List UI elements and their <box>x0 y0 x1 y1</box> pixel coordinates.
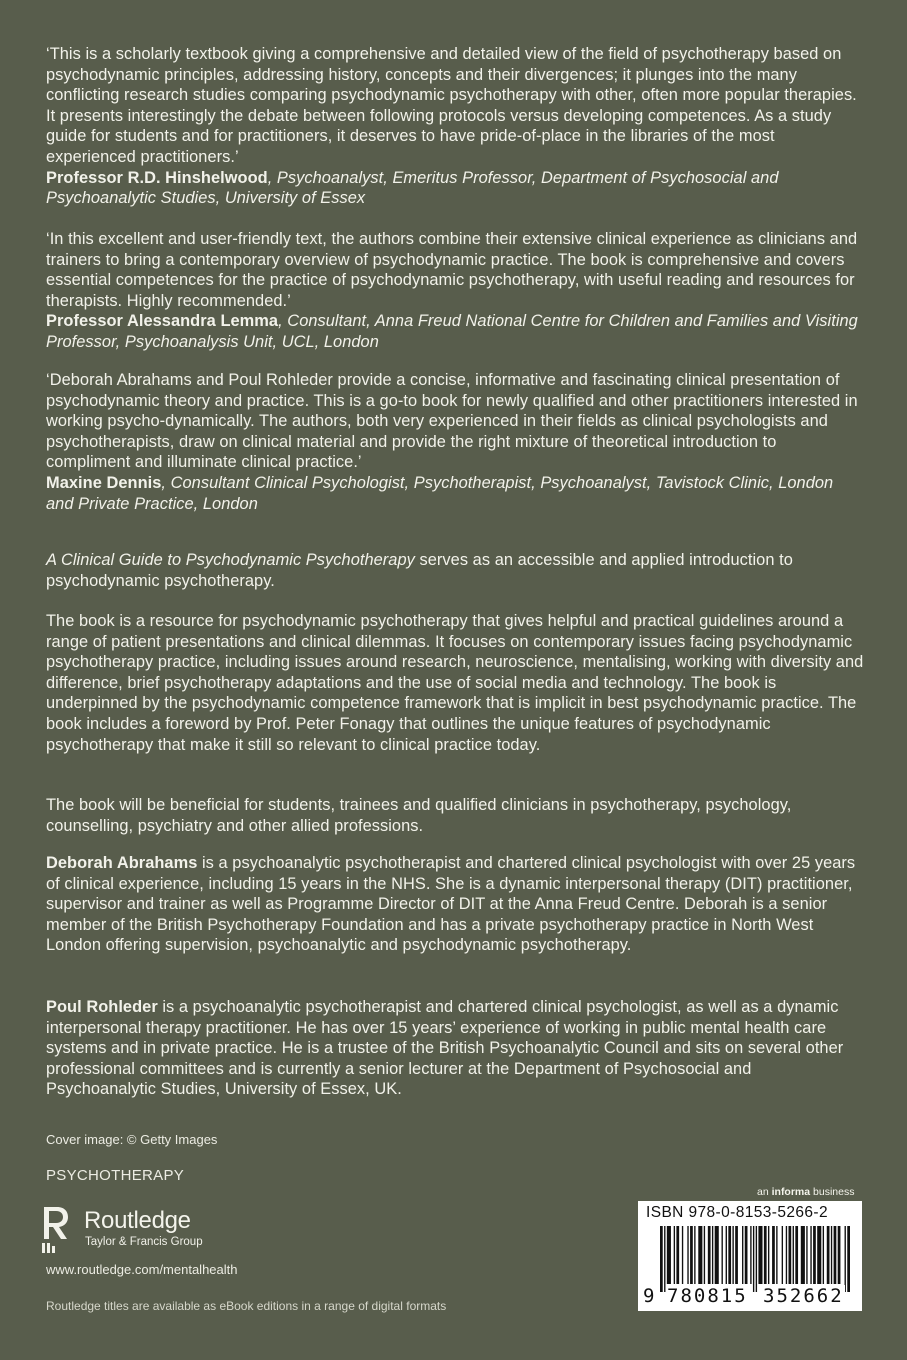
review-quote-3 <box>46 370 864 514</box>
quote-affiliation: , Consultant Clinical Psychologist, Psychotherapist, Psychoanalyst, Tavistock Clinic, London and Private Practice, London <box>46 473 834 513</box>
review-quote-2 <box>46 229 864 353</box>
barcode-bar <box>813 1226 816 1284</box>
quote-text: ‘In this excellent and user-friendly text, the authors combine their extensive clinical experience as clinicians and trainers to bring a contemporary overview of psychodynamic practice. The book is comprehensive and covers essential competences for the practice of psychodynamic psychotherapy, with useful reading and resources for therapists. Highly recommended.’ <box>46 230 858 310</box>
barcode-bar <box>715 1226 719 1284</box>
barcode-bar <box>806 1226 807 1284</box>
barcode-bar <box>704 1226 705 1284</box>
barcode-bar <box>838 1226 841 1284</box>
barcode-bar <box>708 1226 711 1284</box>
barcode-digits-left: 780815 <box>667 1285 748 1307</box>
barcode-bar <box>742 1226 743 1284</box>
description-intro <box>46 550 864 591</box>
author-name: Poul Rohleder <box>46 998 158 1016</box>
barcode-bar <box>735 1226 738 1284</box>
publisher-group: Taylor & Francis Group <box>85 1236 203 1248</box>
barcode-bar <box>722 1226 723 1284</box>
barcode-bar <box>674 1226 675 1284</box>
quote-text: ‘Deborah Abrahams and Poul Rohleder provide a concise, informative and fascinating clinical presentation of psychodynamic theory and practice. This is a go-to book for newly qualified and other practitioners interested in working psycho-dynamically. The authors, both very experienced in their fields as clinical psychologists and psychotherapists, draw on clinical material and provide the right mixture of theoretical introduction to compliment and illuminate clinical practice.’ <box>46 371 858 472</box>
isbn-barcode <box>638 1201 862 1311</box>
subject-category: PSYCHOTHERAPY <box>46 1167 185 1184</box>
author-bio-2 <box>46 997 864 1100</box>
barcode-bar <box>667 1226 671 1284</box>
barcode-bar <box>690 1226 693 1284</box>
barcode-bar <box>776 1226 777 1284</box>
quote-attribution <box>46 311 864 352</box>
barcode-bar <box>801 1226 805 1284</box>
description-paragraph <box>46 611 864 755</box>
cover-credit: Cover image: © Getty Images <box>46 1132 218 1147</box>
barcode-bar <box>831 1226 832 1284</box>
publisher-logo <box>40 1205 280 1255</box>
barcode-bar <box>772 1226 775 1284</box>
author-bio-text: is a psychoanalytic psychotherapist and chartered clinical psychologist with over 25 years of clinical experience, including 15 years in the NHS. She is a dynamic interpersonal therapy (DIT) practitioner, supervisor and trainer as well as Programme Director of DIT at the Anna Freud Centre. Deborah is a senior member of the British Psychotherapy Foundation and has a private psychotherapy practice in North West London offering supervision, psychoanalytic and psychodynamic psychotherapy. <box>46 854 856 955</box>
barcode-bar <box>768 1226 769 1284</box>
quote-attribution <box>46 473 864 514</box>
barcode-bar <box>823 1226 824 1284</box>
barcode-bar <box>753 1226 754 1292</box>
barcode-bar <box>810 1226 811 1284</box>
audience-paragraph <box>46 795 864 836</box>
quote-attribution <box>46 168 864 209</box>
barcode-bar <box>664 1226 665 1292</box>
barcode-bar <box>745 1226 748 1284</box>
barcode-bar <box>782 1226 783 1284</box>
barcode-bar <box>660 1226 663 1292</box>
barcode-bar <box>795 1226 798 1284</box>
barcode-bar <box>756 1226 757 1292</box>
quote-author: Professor Alessandra Lemma <box>46 312 279 331</box>
author-bio-1 <box>46 853 864 956</box>
barcode-bar <box>712 1226 713 1284</box>
intro-text: serves as an accessible and applied introduction to psychodynamic psychotherapy. <box>46 551 793 590</box>
barcode-bar <box>827 1226 830 1284</box>
barcode-bar <box>728 1226 731 1284</box>
book-title: A Clinical Guide to Psychodynamic Psychotherapy <box>46 551 415 569</box>
barcode-bar <box>786 1226 787 1284</box>
barcode-bar <box>750 1226 751 1284</box>
description-text: The book is a resource for psychodynamic psychotherapy that gives helpful and practical guidelines around a range of patient presentations and clinical dilemmas. It focuses on contemporary issues facing psychodynamic psychotherapy practice, including issues around research, neuroscience, mentalising, working with diversity and difference, brief psychotherapy adaptations and the use of social media and technology. The book is underpinned by the psychodynamic competence framework that is implicit in best psychodynamic practice. The book includes a foreword by Prof. Peter Fonagy that outlines the unique features of psychodynamic psychotherapy that make it still so relevant to clinical practice today. <box>46 612 864 754</box>
barcode-bar <box>845 1226 846 1292</box>
quote-affiliation: , Consultant, Anna Freud National Centre for Children and Families and Visiting Professor, Psychoanalysis Unit, UCL, London <box>46 312 858 351</box>
quote-text: ‘This is a scholarly textbook giving a comprehensive and detailed view of the field of psychotherapy based on psychodynamic principles, addressing history, concepts and their divergences; it plunges into the many conflicting research studies comparing psychodynamic psychotherapy with other, often more popular therapies. It presents interestingly the debate between following protocols versus developing competences. As a study guide for students and for practitioners, it deserves to have pride-of-place in the libraries of the most experienced practitioners.’ <box>46 45 857 166</box>
publisher-website: www.routledge.com/mentalhealth <box>46 1262 238 1277</box>
barcode-bar <box>758 1226 762 1284</box>
barcode-bar <box>793 1226 794 1284</box>
barcode-digits-right: 352662 <box>763 1285 844 1307</box>
barcode-bar <box>682 1226 683 1284</box>
publisher-name: Routledge <box>84 1207 191 1234</box>
barcode-bar <box>764 1226 767 1284</box>
barcode-bar <box>732 1226 733 1284</box>
barcode-digit-first: 9 <box>643 1285 655 1307</box>
author-bio-text: is a psychoanalytic psychotherapist and chartered clinical psychologist, as well as a dynamic interpersonal therapy practitioner. He has over 15 years’ experience of working in public mental health care systems and in private practice. He is a trustee of the British Psychoanalytic Council and sits on several other professional committees and is currently a senior lecturer at the Department of Psychosocial and Psychoanalytic Studies, University of Essex, UK. <box>46 998 844 1099</box>
barcode-bar <box>847 1226 850 1292</box>
barcode-bar <box>687 1226 688 1284</box>
barcode-bars <box>660 1226 850 1292</box>
quote-author: Professor R.D. Hinshelwood <box>46 168 268 187</box>
isbn-label: ISBN 978-0-8153-5266-2 <box>646 1204 828 1221</box>
barcode-bar <box>817 1226 821 1284</box>
author-name: Deborah Abrahams <box>46 854 198 872</box>
barcode-bar <box>788 1226 791 1284</box>
barcode-bar <box>694 1226 695 1284</box>
barcode-bar <box>726 1226 727 1284</box>
barcode-bar <box>698 1226 702 1284</box>
barcode-bar <box>834 1226 837 1284</box>
review-quote-1 <box>46 44 864 209</box>
audience-text: The book will be beneficial for students, trainees and qualified clinicians in psychotherapy, psychology, counselling, psychiatry and other allied professions. <box>46 796 792 835</box>
quote-affiliation: , Psychoanalyst, Emeritus Professor, Department of Psychosocial and Psychoanalytic Studies, University of Essex <box>46 168 779 208</box>
barcode-bar <box>676 1226 679 1284</box>
routledge-logo-icon <box>40 1205 70 1253</box>
barcode-digits <box>642 1285 856 1307</box>
ebook-note: Routledge titles are available as eBook editions in a range of digital formats <box>46 1299 447 1313</box>
quote-author: Maxine Dennis <box>46 473 162 492</box>
informa-tagline: an informa business <box>757 1186 855 1198</box>
